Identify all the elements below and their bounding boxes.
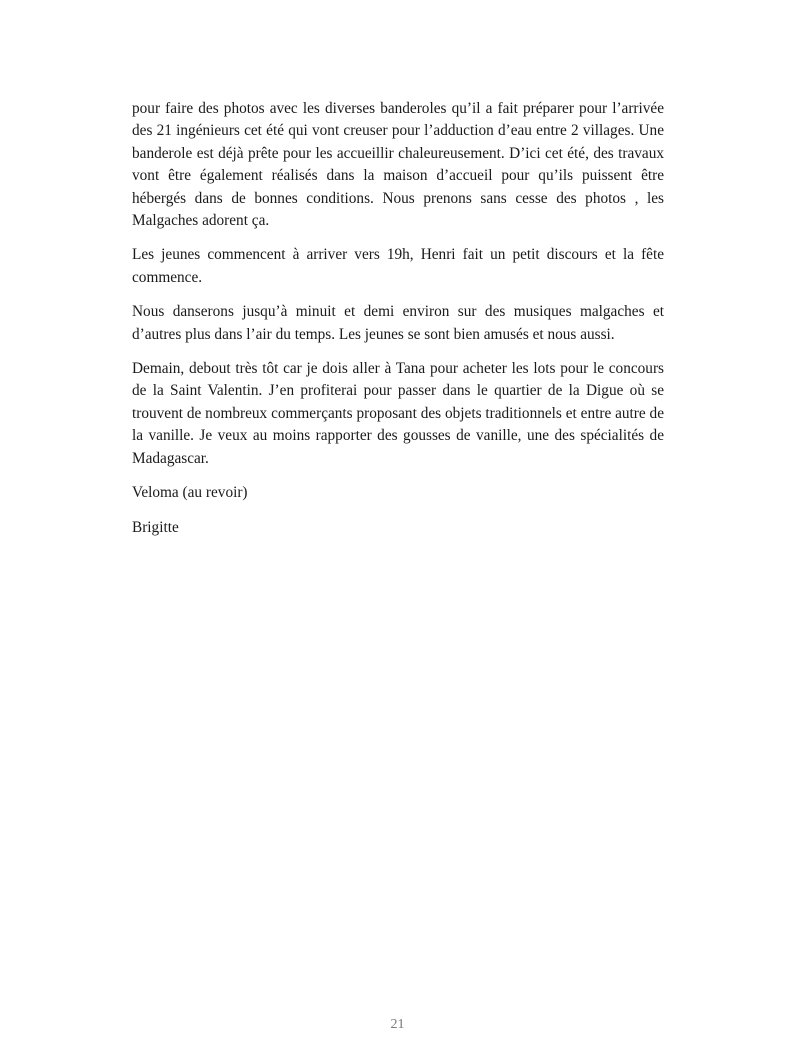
paragraph-dancing: Nous danserons jusqu’à minuit et demi environ sur des musiques malgaches et d’autres plus dans l’air du temps. Les jeunes se sont bien amusés et nous aussi. [132, 303, 664, 343]
paragraph-trip-tana: Demain, debout très tôt car je dois aller à Tana pour acheter les lots pour le concours de la Saint Valentin. J’en profiterai pour passer dans le quartier de la Digue où se trouvent de nombreux commerçants proposant des objets traditionnels et entre autre de la vanille. Je veux au moins rapporter des gousses de vanille, une des spécialités de Madagascar. [132, 360, 664, 467]
letter-body [132, 98, 664, 551]
paragraph-party-start: Les jeunes commencent à arriver vers 19h, Henri fait un petit discours et la fête commence. [132, 246, 664, 286]
signature: Brigitte [132, 518, 179, 536]
page-number: 21 [390, 1017, 405, 1032]
closing-line: Veloma (au revoir) [132, 484, 248, 502]
paragraph-photos-banners: pour faire des photos avec les diverses banderoles qu’il a fait préparer pour l’arrivée des 21 ingénieurs cet été qui vont creuser pour l’adduction d’eau entre 2 villages. Une banderole est déjà prête pour les accueillir chaleureusement. D’ici cet été, des travaux vont être également réalisés dans la maison d’accueil pour qu’ils puissent être hébergés dans de bonnes conditions. Nous prenons sans cesse des photos , les Malgaches adorent ça. [132, 100, 664, 230]
